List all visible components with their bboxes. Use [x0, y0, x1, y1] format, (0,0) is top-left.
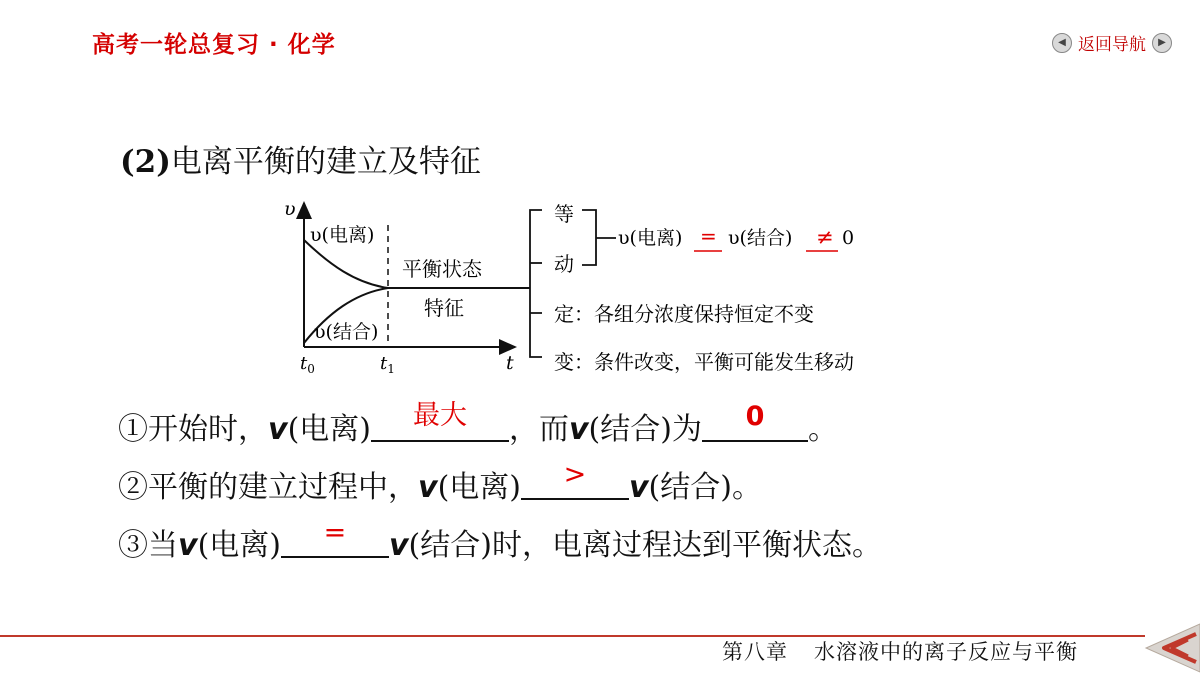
q2-suffix: (结合)。	[648, 470, 762, 505]
svg-text:t1	[380, 353, 395, 376]
dong-label: 动	[554, 252, 574, 276]
q2-ionize: (电离)	[437, 470, 521, 505]
t1-label: t	[380, 353, 388, 374]
course-title: 高考一轮总复习 · 化学	[92, 32, 336, 58]
q1-v2: v	[568, 412, 589, 447]
ionization-rate-text: υ(电离)	[618, 227, 683, 249]
chapter-number: 第八章	[722, 640, 788, 664]
svg-text:t0	[300, 353, 315, 376]
chapter-label	[722, 636, 1078, 666]
q1-prefix: ①开始时，	[118, 412, 268, 447]
section-heading: 电离平衡的建立及特征	[170, 144, 481, 180]
chapter-topic: 水溶液中的离子反应与平衡	[814, 640, 1078, 664]
equal-answer: =	[700, 224, 717, 248]
deng-label: 等	[554, 202, 574, 226]
zero-value: 0	[842, 227, 855, 249]
t0-subscript: 0	[307, 362, 315, 376]
q2-prefix: ②平衡的建立过程中，	[118, 470, 418, 505]
deng-dong-bracket	[582, 210, 616, 265]
q3-suffix: (结合)时，电离过程达到平衡状态。	[408, 528, 882, 563]
question-line-3	[118, 517, 882, 564]
neq-answer: ≠	[816, 225, 834, 249]
q1-v1: v	[268, 412, 288, 447]
feature-label: 特征	[424, 296, 464, 320]
ionization-rate-curve	[304, 240, 388, 288]
q2-v1: v	[418, 470, 438, 505]
arrow-right-icon[interactable]: ▶	[1152, 33, 1172, 53]
q3-v2: v	[388, 528, 409, 563]
q1-middle: ，而	[508, 412, 569, 447]
q1-blank-2[interactable]	[702, 401, 808, 442]
question-line-1	[118, 400, 838, 448]
t1-subscript: 1	[387, 362, 395, 376]
q2-answer: >	[563, 459, 587, 490]
q1-ionize: (电离)	[287, 412, 371, 447]
q1-answer-1: 最大	[412, 400, 467, 431]
x-axis-label: t	[506, 352, 514, 374]
q2-v2: v	[628, 470, 649, 505]
section-number: (2)	[120, 144, 171, 180]
section-title	[120, 136, 481, 181]
question-line-2	[118, 459, 762, 506]
t0-label: t	[300, 353, 308, 374]
q1-combine: (结合)为	[588, 412, 702, 447]
q2-blank[interactable]	[521, 459, 629, 500]
q3-ionize: (电离)	[197, 528, 281, 563]
ionization-curve-label: υ(电离)	[310, 224, 375, 246]
back-nav-button[interactable]	[1052, 30, 1172, 55]
q3-v1: v	[178, 528, 198, 563]
combination-rate-text: υ(结合)	[728, 227, 793, 249]
equilibrium-state-label: 平衡状态	[402, 257, 482, 281]
feature-bracket	[520, 210, 542, 357]
back-arrow-icon[interactable]	[1136, 622, 1200, 674]
q1-blank-1[interactable]	[371, 400, 509, 442]
arrow-left-icon[interactable]: ◀	[1052, 33, 1072, 53]
q3-blank[interactable]	[281, 517, 389, 558]
bian-feature: 变：条件改变，平衡可能发生移动	[554, 350, 854, 374]
equilibrium-diagram	[270, 195, 930, 380]
back-nav-label[interactable]: 返回导航	[1078, 35, 1146, 55]
ding-feature: 定：各组分浓度保持恒定不变	[554, 302, 814, 326]
q1-suffix: 。	[807, 412, 838, 447]
q1-answer-2: 0	[745, 401, 765, 432]
q3-prefix: ③当	[118, 528, 178, 563]
q3-answer: =	[323, 517, 347, 548]
y-axis-label: υ	[284, 198, 296, 220]
combination-curve-label: υ(结合)	[314, 321, 379, 343]
